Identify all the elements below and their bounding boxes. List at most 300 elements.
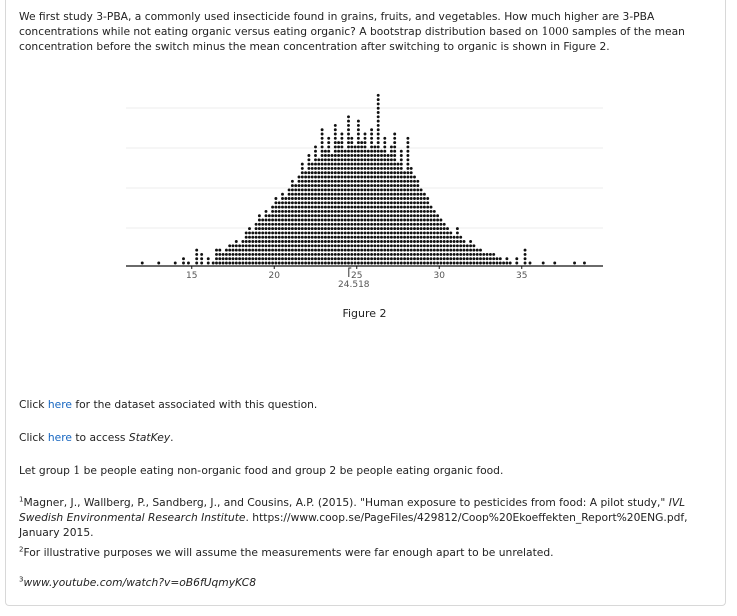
data-dot (327, 154, 330, 157)
data-dot (373, 231, 376, 234)
data-dot (403, 257, 406, 260)
footnote-1-rest: . https://www.coop.se/PageFiles/429812/Coop%20Ekoeffekten_Report%20ENG.pdf, January 2015. (19, 511, 688, 539)
statkey-end: . (170, 431, 174, 444)
data-dot (410, 236, 413, 239)
data-dot (423, 244, 426, 247)
data-dot (390, 171, 393, 174)
data-dot (377, 223, 380, 226)
data-dot (294, 210, 297, 213)
data-dot (413, 210, 416, 213)
data-dot (340, 180, 343, 183)
data-dot (416, 206, 419, 209)
data-dot (357, 137, 360, 140)
statkey-link[interactable]: here (47, 431, 72, 444)
data-dot (298, 262, 301, 265)
data-dot (373, 227, 376, 230)
data-dot (383, 214, 386, 217)
data-dot (268, 223, 271, 226)
data-dot (377, 171, 380, 174)
data-dot (258, 249, 261, 252)
x-tick-label: 35 (516, 271, 528, 281)
data-dot (301, 253, 304, 256)
data-dot (364, 262, 367, 265)
data-dot (380, 201, 383, 204)
data-dot (397, 219, 400, 222)
data-dot (294, 240, 297, 243)
dataset-line (19, 397, 317, 412)
dataset-link[interactable]: here (47, 398, 72, 411)
data-dot (377, 193, 380, 196)
data-dot (324, 249, 327, 252)
data-dot (347, 253, 350, 256)
data-dot (228, 244, 231, 247)
data-dot (370, 145, 373, 148)
data-dot (317, 171, 320, 174)
data-dot (377, 206, 380, 209)
data-dot (390, 158, 393, 161)
data-dot (383, 201, 386, 204)
data-dot (301, 223, 304, 226)
data-dot (367, 184, 370, 187)
data-dot (380, 154, 383, 157)
data-dot (284, 236, 287, 239)
data-dot (317, 227, 320, 230)
data-dot (413, 244, 416, 247)
data-dot (367, 236, 370, 239)
data-dot (278, 201, 281, 204)
data-dot (307, 231, 310, 234)
data-dot (354, 145, 357, 148)
data-dot (324, 262, 327, 265)
data-dot (281, 257, 284, 260)
data-dot (347, 210, 350, 213)
data-dot (377, 154, 380, 157)
data-dot (331, 188, 334, 191)
data-dot (321, 141, 324, 144)
x-tick-label: 30 (433, 271, 445, 281)
data-dot (383, 206, 386, 209)
data-dot (350, 231, 353, 234)
data-dot (360, 145, 363, 148)
question-card (5, 0, 726, 606)
data-dot (232, 249, 235, 252)
data-dot (317, 244, 320, 247)
data-dot (281, 240, 284, 243)
data-dot (433, 219, 436, 222)
data-dot (420, 227, 423, 230)
data-dot (311, 249, 314, 252)
data-dot (301, 171, 304, 174)
data-dot (354, 257, 357, 260)
data-dot (387, 249, 390, 252)
data-dot (403, 227, 406, 230)
data-dot (367, 210, 370, 213)
data-dot (387, 184, 390, 187)
data-dot (291, 249, 294, 252)
data-dot (406, 262, 409, 265)
data-dot (307, 240, 310, 243)
data-dot (370, 167, 373, 170)
data-dot (410, 231, 413, 234)
data-dot (416, 249, 419, 252)
data-dot (360, 180, 363, 183)
data-dot (357, 223, 360, 226)
data-dot (383, 150, 386, 153)
data-dot (327, 249, 330, 252)
data-dot (261, 257, 264, 260)
data-dot (370, 133, 373, 136)
data-dot (321, 145, 324, 148)
data-dot (443, 227, 446, 230)
data-dot (364, 244, 367, 247)
data-dot (274, 201, 277, 204)
data-dot (400, 180, 403, 183)
data-dot (439, 253, 442, 256)
data-dot (423, 210, 426, 213)
data-dot (324, 154, 327, 157)
data-dot (393, 184, 396, 187)
data-dot (350, 262, 353, 265)
data-dot (174, 262, 177, 265)
data-dot (200, 262, 203, 265)
data-dot (439, 227, 442, 230)
data-dot (410, 262, 413, 265)
data-dot (373, 197, 376, 200)
data-dot (195, 253, 198, 256)
data-dot (307, 184, 310, 187)
data-dot (377, 201, 380, 204)
data-dot (321, 176, 324, 179)
data-dot (317, 206, 320, 209)
data-dot (443, 240, 446, 243)
data-dot (380, 219, 383, 222)
data-dot (347, 231, 350, 234)
data-dot (265, 231, 268, 234)
data-dot (294, 219, 297, 222)
data-dot (387, 180, 390, 183)
data-dot (334, 150, 337, 153)
data-dot (284, 244, 287, 247)
data-dot (344, 201, 347, 204)
data-dot (397, 188, 400, 191)
data-dot (354, 176, 357, 179)
data-dot (288, 206, 291, 209)
data-dot (258, 219, 261, 222)
data-dot (377, 184, 380, 187)
data-dot (357, 154, 360, 157)
data-dot (393, 257, 396, 260)
data-dot (416, 197, 419, 200)
data-dot (383, 231, 386, 234)
data-dot (373, 176, 376, 179)
data-dot (334, 137, 337, 140)
data-dot (238, 262, 241, 265)
data-dot (347, 197, 350, 200)
data-dot (373, 219, 376, 222)
data-dot (410, 219, 413, 222)
data-dot (337, 219, 340, 222)
data-dot (265, 219, 268, 222)
data-dot (347, 188, 350, 191)
data-dot (340, 244, 343, 247)
data-dot (334, 176, 337, 179)
data-dot (476, 253, 479, 256)
data-dot (426, 262, 429, 265)
data-dot (327, 240, 330, 243)
data-dot (573, 262, 576, 265)
data-dot (235, 262, 238, 265)
data-dot (288, 240, 291, 243)
data-dot (337, 249, 340, 252)
data-dot (347, 141, 350, 144)
data-dot (357, 193, 360, 196)
data-dot (377, 227, 380, 230)
data-dot (334, 253, 337, 256)
data-dot (340, 197, 343, 200)
data-dot (393, 137, 396, 140)
data-dot (258, 244, 261, 247)
data-dot (340, 201, 343, 204)
data-dot (364, 240, 367, 243)
data-dot (380, 214, 383, 217)
data-dot (373, 184, 376, 187)
data-dot (406, 214, 409, 217)
data-dot (238, 253, 241, 256)
data-dot (463, 253, 466, 256)
data-dot (301, 167, 304, 170)
data-dot (261, 253, 264, 256)
data-dot (436, 257, 439, 260)
data-dot (232, 253, 235, 256)
data-dot (357, 253, 360, 256)
data-dot (360, 201, 363, 204)
data-dot (403, 171, 406, 174)
data-dot (331, 163, 334, 166)
data-dot (278, 214, 281, 217)
data-dot (294, 231, 297, 234)
data-dot (370, 188, 373, 191)
data-dot (334, 141, 337, 144)
data-dot (354, 223, 357, 226)
data-dot (390, 214, 393, 217)
data-dot (373, 180, 376, 183)
data-dot (324, 219, 327, 222)
data-dot (400, 163, 403, 166)
data-dot (321, 219, 324, 222)
data-dot (321, 188, 324, 191)
data-dot (337, 141, 340, 144)
data-dot (524, 262, 527, 265)
data-dot (367, 150, 370, 153)
data-dot (400, 257, 403, 260)
data-dot (456, 257, 459, 260)
data-dot (456, 244, 459, 247)
data-dot (284, 227, 287, 230)
data-dot (344, 188, 347, 191)
data-dot (327, 206, 330, 209)
data-dot (403, 262, 406, 265)
data-dot (324, 236, 327, 239)
data-dot (251, 257, 254, 260)
data-dot (248, 227, 251, 230)
data-dot (334, 201, 337, 204)
data-dot (406, 180, 409, 183)
data-dot (453, 253, 456, 256)
data-dot (281, 197, 284, 200)
data-dot (393, 249, 396, 252)
data-dot (367, 249, 370, 252)
data-dot (380, 150, 383, 153)
data-dot (350, 137, 353, 140)
data-dot (321, 171, 324, 174)
data-dot (347, 176, 350, 179)
data-dot (311, 193, 314, 196)
data-dot (387, 244, 390, 247)
data-dot (251, 244, 254, 247)
data-dot (397, 253, 400, 256)
data-dot (403, 201, 406, 204)
data-dot (370, 158, 373, 161)
data-dot (400, 231, 403, 234)
data-dot (370, 128, 373, 131)
data-dot (311, 184, 314, 187)
data-dot (321, 214, 324, 217)
data-dot (261, 244, 264, 247)
data-dot (377, 167, 380, 170)
data-dot (228, 262, 231, 265)
data-dot (337, 176, 340, 179)
data-dot (357, 133, 360, 136)
data-dot (357, 176, 360, 179)
data-dot (311, 262, 314, 265)
data-dot (354, 163, 357, 166)
data-dot (383, 167, 386, 170)
data-dot (337, 193, 340, 196)
data-dot (344, 171, 347, 174)
data-dot (383, 210, 386, 213)
data-dot (430, 231, 433, 234)
data-dot (268, 257, 271, 260)
data-dot (331, 206, 334, 209)
data-dot (340, 219, 343, 222)
data-dot (377, 236, 380, 239)
data-dot (367, 231, 370, 234)
data-dot (317, 201, 320, 204)
data-dot (278, 210, 281, 213)
data-dot (492, 257, 495, 260)
data-dot (360, 206, 363, 209)
data-dot (406, 249, 409, 252)
data-dot (476, 262, 479, 265)
data-dot (416, 219, 419, 222)
data-dot (433, 262, 436, 265)
data-dot (410, 249, 413, 252)
data-dot (400, 197, 403, 200)
data-dot (393, 176, 396, 179)
data-dot (314, 163, 317, 166)
data-dot (304, 236, 307, 239)
data-dot (423, 197, 426, 200)
data-dot (380, 236, 383, 239)
data-dot (334, 188, 337, 191)
data-dot (433, 223, 436, 226)
data-dot (327, 210, 330, 213)
data-dot (387, 253, 390, 256)
data-dot (430, 236, 433, 239)
data-dot (331, 223, 334, 226)
data-dot (324, 150, 327, 153)
data-dot (334, 180, 337, 183)
data-dot (291, 219, 294, 222)
data-dot (327, 223, 330, 226)
data-dot (410, 227, 413, 230)
data-dot (400, 214, 403, 217)
data-dot (453, 236, 456, 239)
data-dot (331, 262, 334, 265)
data-dot (321, 167, 324, 170)
data-dot (340, 154, 343, 157)
data-dot (416, 210, 419, 213)
data-dot (304, 231, 307, 234)
data-dot (235, 249, 238, 252)
data-dot (354, 197, 357, 200)
data-dot (317, 176, 320, 179)
data-dot (347, 262, 350, 265)
data-dot (347, 158, 350, 161)
dataset-pre: Click (19, 398, 48, 411)
data-dot (430, 223, 433, 226)
x-tick-label: 25 (351, 271, 363, 281)
data-dot (288, 253, 291, 256)
data-dot (397, 167, 400, 170)
data-dot (453, 249, 456, 252)
data-dot (258, 240, 261, 243)
data-dot (357, 227, 360, 230)
data-dot (317, 180, 320, 183)
data-dot (307, 223, 310, 226)
data-dot (261, 219, 264, 222)
data-dot (327, 150, 330, 153)
data-dot (321, 193, 324, 196)
data-dot (268, 214, 271, 217)
data-dot (397, 223, 400, 226)
data-dot (281, 249, 284, 252)
data-dot (420, 244, 423, 247)
data-dot (377, 128, 380, 131)
data-dot (340, 257, 343, 260)
data-dot (456, 249, 459, 252)
data-dot (393, 262, 396, 265)
data-dot (364, 219, 367, 222)
data-dot (354, 253, 357, 256)
data-dot (403, 223, 406, 226)
data-dot (334, 145, 337, 148)
footnote-1-mark: 1 (19, 495, 24, 504)
data-dot (426, 244, 429, 247)
data-dot (317, 184, 320, 187)
data-dot (284, 206, 287, 209)
data-dot (258, 223, 261, 226)
data-dot (294, 257, 297, 260)
data-dot (340, 188, 343, 191)
data-dot (298, 206, 301, 209)
data-dot (416, 201, 419, 204)
data-dot (364, 141, 367, 144)
data-dot (393, 210, 396, 213)
data-dot (380, 253, 383, 256)
data-dot (255, 262, 258, 265)
data-dot (479, 253, 482, 256)
